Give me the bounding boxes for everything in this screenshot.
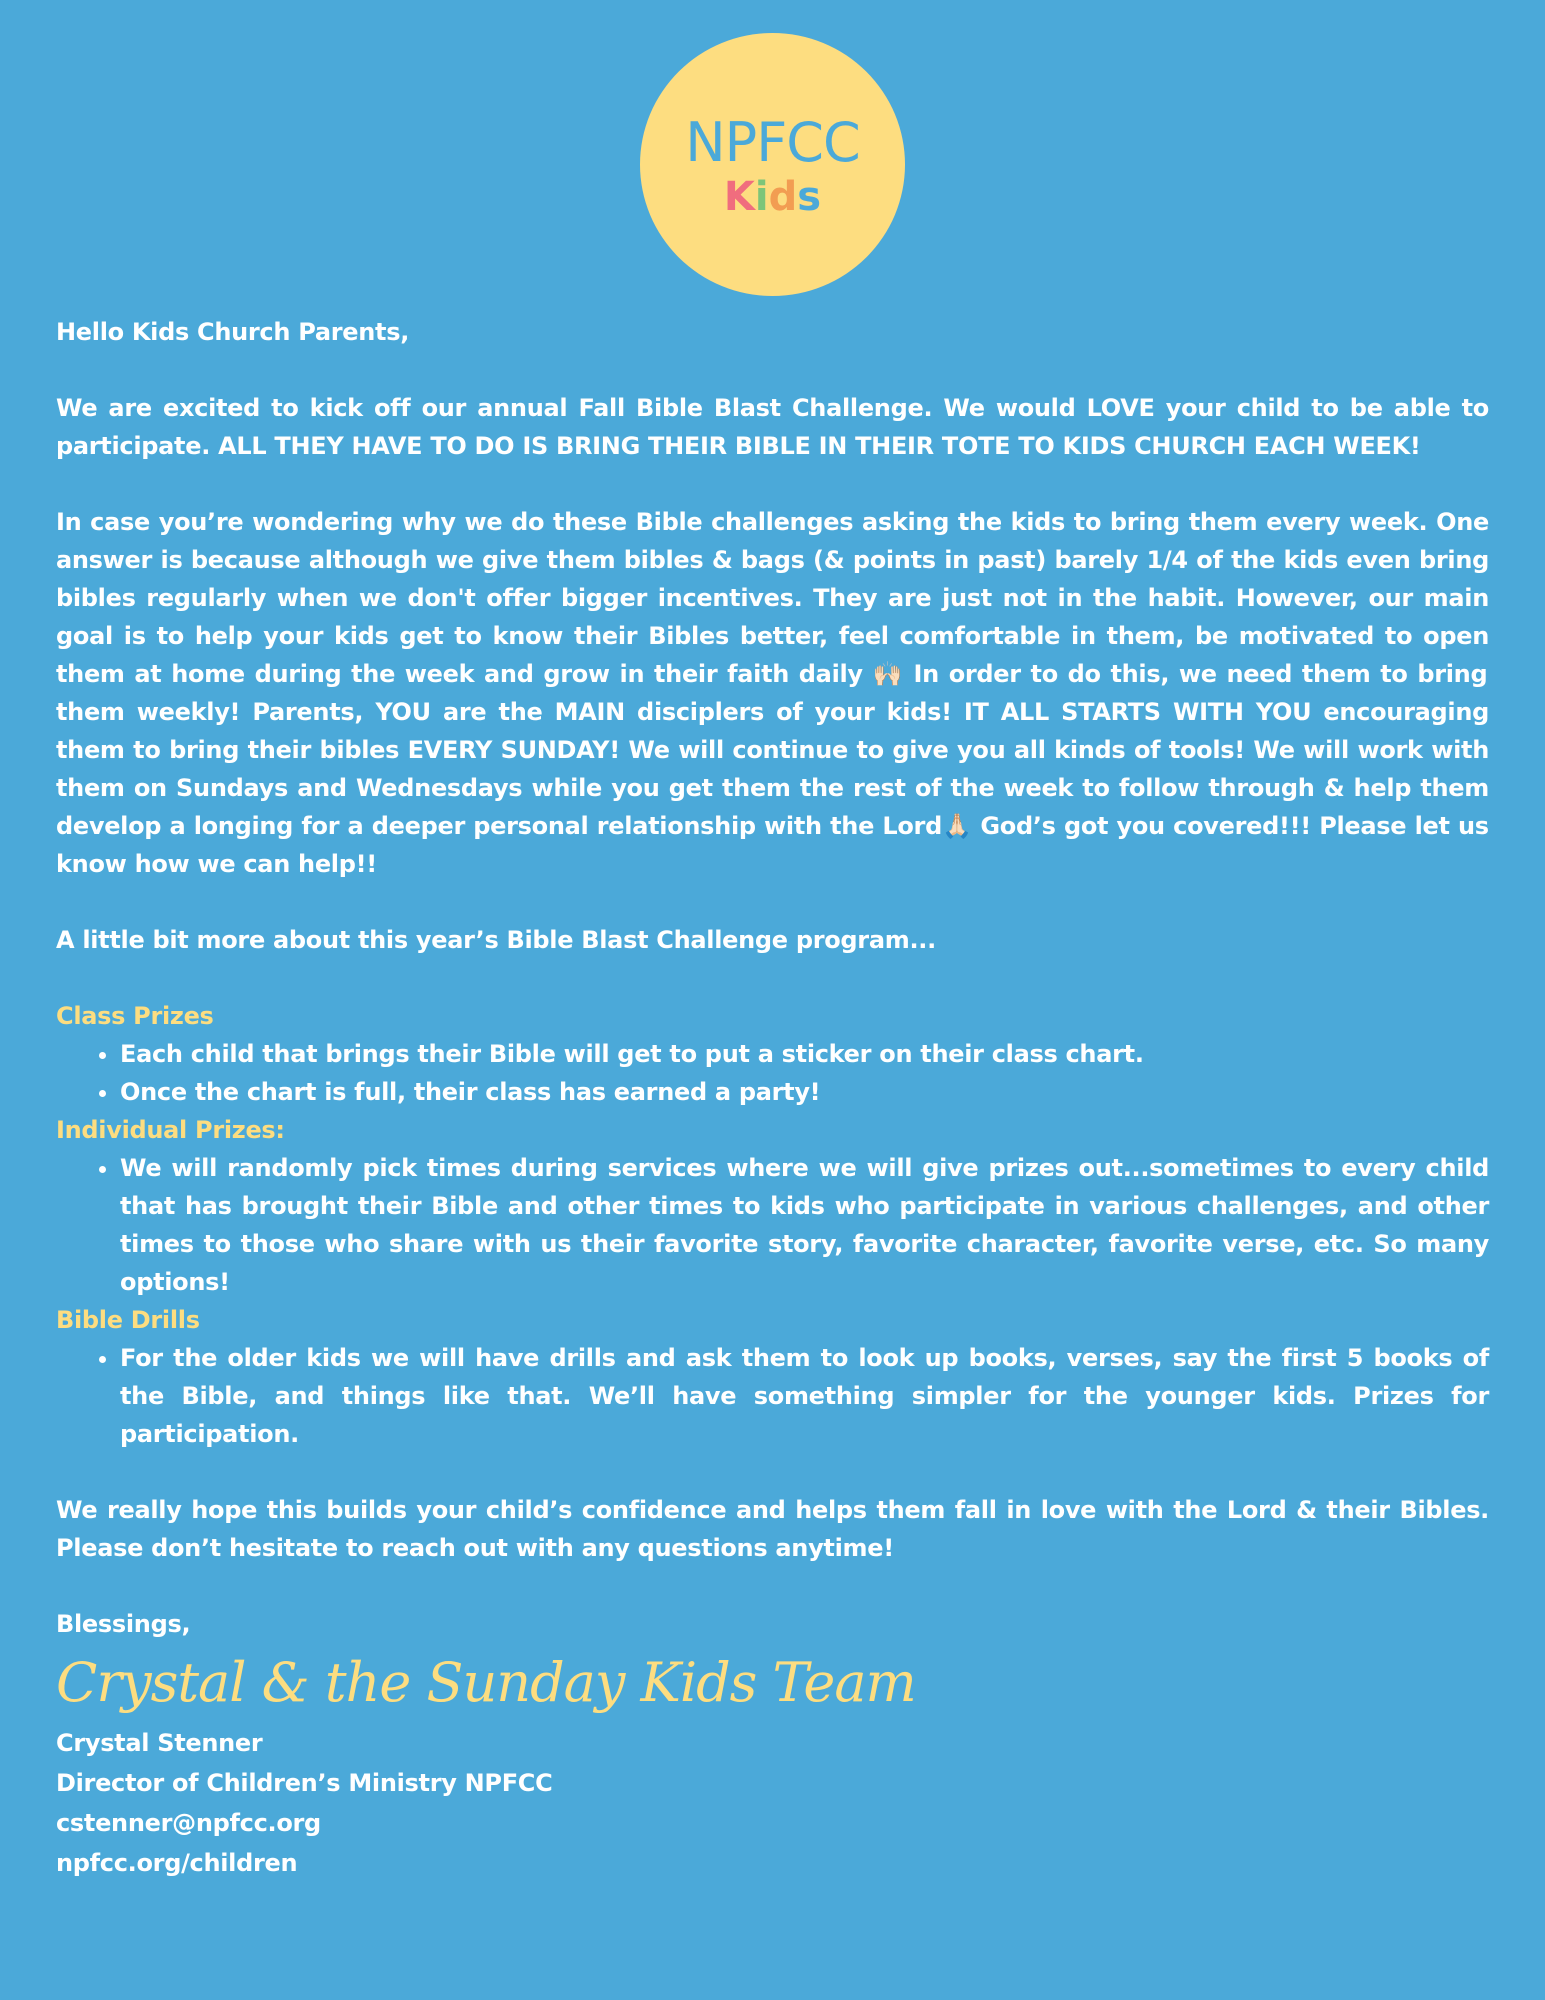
list-item: • We will randomly pick times during services where we will give prizes out...sometimes to every child that has brought their Bible and other times to kids who participate in various challenges, and other times to those who share with us their favorite story, favorite character, favorite verse, etc. So many options!	[120, 1149, 1489, 1301]
logo-letter: s	[797, 174, 822, 220]
contact-block	[56, 1723, 1489, 1883]
raised-hands-emoji: 🙌🏻	[872, 660, 904, 688]
reason-text: God’s got you covered!!! Please let us know how we can help!!	[56, 812, 1489, 878]
section-heading-individual-prizes: Individual Prizes:	[56, 1116, 285, 1144]
intro-paragraph	[56, 389, 1489, 465]
praying-hands-emoji: 🙏🏻	[941, 812, 973, 840]
list-item: • Each child that brings their Bible will get to put a sticker on their class chart.	[120, 1035, 1489, 1073]
letter-body	[56, 313, 1489, 1883]
contact-title: Director of Children’s Ministry NPFCC	[56, 1769, 553, 1797]
section-heading-class-prizes: Class Prizes	[56, 1002, 214, 1030]
section-heading-bible-drills: Bible Drills	[56, 1306, 200, 1334]
greeting: Hello Kids Church Parents,	[56, 318, 410, 346]
contact-email: cstenner@npfcc.org	[56, 1809, 321, 1837]
reason-text: In order to do this, we need them to bring them weekly! Parents, YOU are the MAIN disciplers of your kids! IT ALL STARTS WITH YOU encouraging them to bring their bibles EVERY SUNDAY! We will continue to give you all kinds of tools! We will work with them on Sundays and Wednesdays while you get them the rest of the week to follow through & help them develop a longing for a deeper personal relationship with the Lord	[56, 660, 1489, 840]
reason-text: In case you’re wondering why we do these Bible challenges asking the kids to bring them every week. One answer is because although we give them bibles & bags (& points in past) barely 1/4 of the kids even bring bibles regularly when we don't offer bigger incentives. They are just not in the habit. However, our main goal is to help your kids get to know their Bibles better, feel comfortable in them, be motivated to open them at home during the week and grow in their faith daily	[56, 508, 1489, 688]
list-item: • For the older kids we will have drills and ask them to look up books, verses, say the first 5 books of the Bible, and things like that. We’ll have something simpler for the younger kids. Prizes for participation.	[120, 1339, 1489, 1453]
contact-name: Crystal Stenner	[56, 1729, 263, 1757]
reason-paragraph	[56, 503, 1489, 883]
logo-letter: K	[723, 174, 755, 220]
class-prizes-list	[56, 1035, 1489, 1111]
intro-emphasis: ALL THEY HAVE TO DO IS BRING THEIR BIBLE IN THEIR TOTE TO KIDS CHURCH EACH WEEK!	[218, 432, 1421, 460]
logo-main-text: NPFCC	[685, 111, 860, 174]
blessings: Blessings,	[56, 1610, 191, 1638]
intro-text: We are excited to kick off our annual Fall Bible Blast Challenge. We would LOVE your child to be able to participate.	[56, 394, 1489, 460]
signature: Crystal & the Sunday Kids Team	[56, 1651, 916, 1714]
npfcc-kids-logo	[640, 33, 905, 296]
logo-letter: i	[754, 174, 769, 220]
logo-letter: d	[768, 174, 798, 220]
individual-prizes-list	[56, 1149, 1489, 1301]
bible-drills-list	[56, 1339, 1489, 1453]
more-about-line: A little bit more about this year’s Bible Blast Challenge program...	[56, 926, 936, 954]
list-item: • Once the chart is full, their class has earned a party!	[120, 1073, 1489, 1111]
contact-website: npfcc.org/children	[56, 1849, 298, 1877]
logo-sub-text	[640, 174, 905, 220]
closing-paragraph: We really hope this builds your child’s confidence and helps them fall in love with the Lord & their Bibles. Please don’t hesitate to reach out with any questions anytime!	[56, 1496, 1489, 1562]
